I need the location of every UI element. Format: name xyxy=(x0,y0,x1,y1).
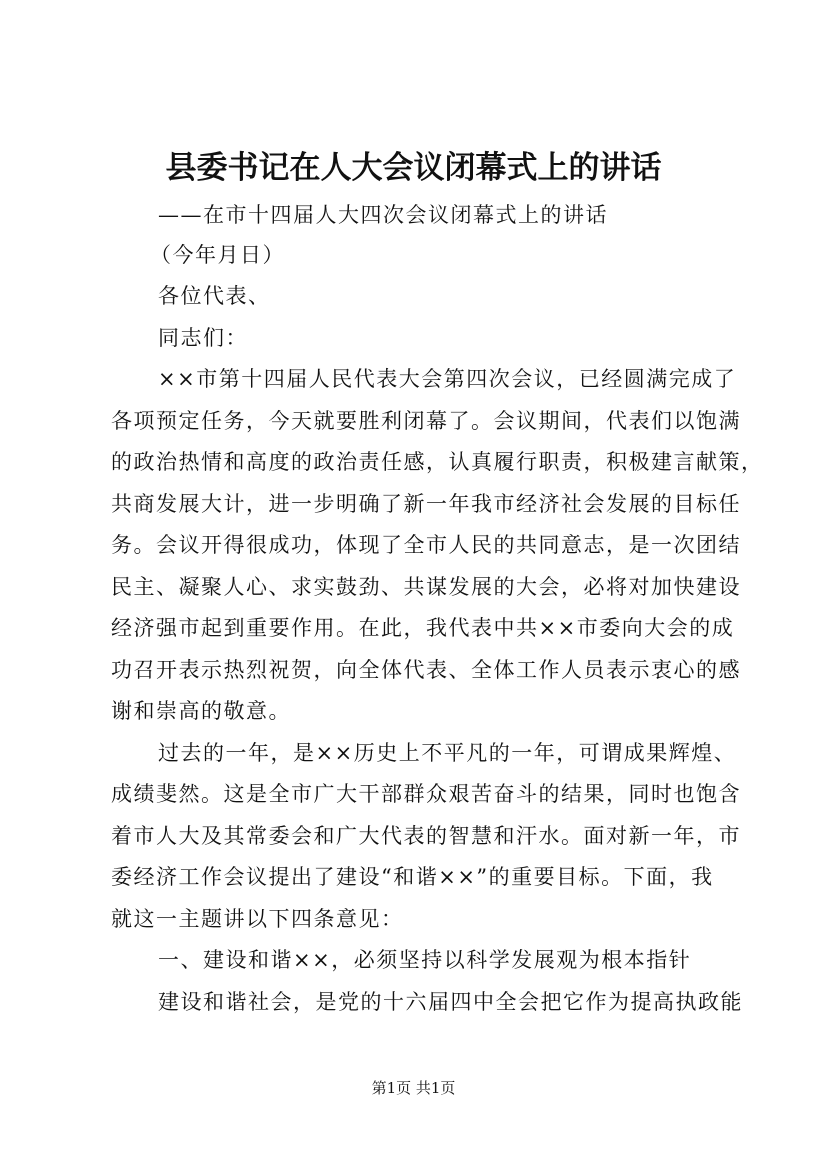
body-line: 功召开表示热烈祝贺，向全体代表、全体工作人员表示衷心的感 xyxy=(111,658,741,682)
section-heading: 一、建设和谐××，必须坚持以科学发展观为根本指针 xyxy=(158,948,692,972)
salutation-line-2: 同志们： xyxy=(158,326,248,350)
body-line: 民主、凝聚人心、求实鼓劲、共谋发展的大会，必将对加快建设 xyxy=(111,575,741,599)
body-line: 建设和谐社会，是党的十六届四中全会把它作为提高执政能 xyxy=(158,990,743,1014)
body-line: 就这一主题讲以下四条意见： xyxy=(111,907,404,931)
body-line: 委经济工作会议提出了建设“和谐××”的重要目标。下面，我 xyxy=(111,865,714,889)
body-line: 过去的一年，是××历史上不平凡的一年，可谓成果辉煌、 xyxy=(158,741,737,765)
date-line: （今年月日） xyxy=(150,243,285,267)
body-line: 着市人大及其常委会和广大代表的智慧和汗水。面对新一年，市 xyxy=(111,824,741,848)
document-subtitle: ——在市十四届人大四次会议闭幕式上的讲话 xyxy=(158,203,608,227)
body-line: ××市第十四届人民代表大会第四次会议，已经圆满完成了 xyxy=(158,367,737,391)
page-footer: 第1页 共1页 xyxy=(371,1079,456,1097)
body-line: 成绩斐然。这是全市广大干部群众艰苦奋斗的结果，同时也饱含 xyxy=(111,782,741,806)
salutation-line-1: 各位代表、 xyxy=(158,284,271,308)
body-line: 谢和崇高的敬意。 xyxy=(111,699,291,723)
body-line: 的政治热情和高度的政治责任感，认真履行职责，积极建言献策， xyxy=(111,450,764,474)
document-title: 县委书记在人大会议闭幕式上的讲话 xyxy=(165,150,662,186)
body-line: 各项预定任务，今天就要胜利闭幕了。会议期间，代表们以饱满 xyxy=(111,409,741,433)
body-line: 经济强市起到重要作用。在此，我代表中共××市委向大会的成 xyxy=(111,616,735,640)
body-line: 共商发展大计，进一步明确了新一年我市经济社会发展的目标任 xyxy=(111,492,741,516)
body-line: 务。会议开得很成功，体现了全市人民的共同意志，是一次团结 xyxy=(111,533,741,557)
